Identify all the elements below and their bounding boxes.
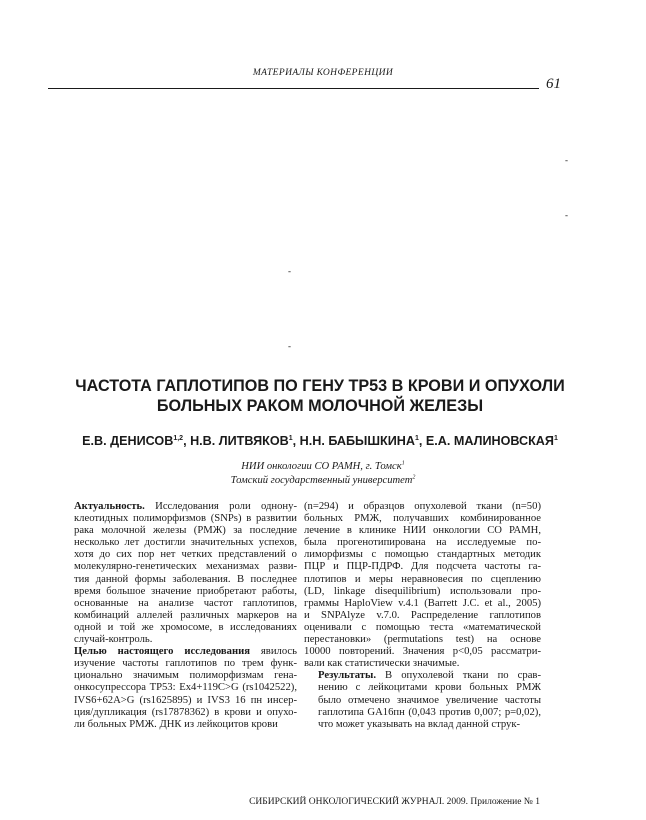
text-line: ционально значимым полиморфизмам гена-	[74, 670, 297, 682]
text-line: оценивали с помощью теста «математической	[304, 621, 541, 633]
body-paragraph	[60, 646, 297, 731]
author-affiliation-mark: 1,2	[173, 434, 184, 442]
paragraph-lead: Актуальность.	[74, 501, 145, 512]
text-line: несколько лет достигли значительных успехов,	[74, 537, 297, 549]
text-line: граммы HaploView v.4.1 (Barrett J.C. et al., 2005)	[304, 597, 541, 609]
body-paragraph	[304, 670, 541, 730]
line-text: Исследования роли однону-	[144, 501, 297, 512]
text-line: вали как статистически значимые.	[304, 658, 460, 670]
author-list: Е.В. ДЕНИСОВ$^{1,2}$, Н.В. ЛИТВЯКОВ$^1$, Н.Н. БАБЫШКИНА$^1$, Е.А. МАЛИНОВСКАЯ$^1$	[82, 434, 558, 448]
text-line: гаплотипа GA16пн (0,043 против 0,007; p=0,02),	[318, 706, 541, 718]
page-number: 61	[546, 76, 561, 92]
stray-mark: -	[565, 210, 568, 220]
text-line: нению с лейкоцитами крови больных РМЖ	[318, 682, 541, 694]
text-line: тия данной формы заболевания. В последнее	[74, 573, 297, 585]
stray-mark: -	[288, 341, 291, 351]
right-column	[304, 501, 541, 731]
text-line: основанные на анализе частот гаплотипов,	[74, 597, 297, 609]
text-line: онкосупрессора TP53: Ex4+119C>G (rs1042522),	[74, 682, 297, 694]
text-line: ция/дупликация (rs17878362) в крови и опухо-	[74, 706, 297, 718]
author-name: Н.Н. БАБЫШКИНА	[299, 434, 415, 448]
author-name: Е.А. МАЛИНОВСКАЯ	[425, 434, 554, 448]
text-line: перестановки» (permutations test) на основе	[304, 634, 541, 646]
text-line: лечение в клинике НИИ онкологии СО РАМН,	[304, 525, 541, 537]
affiliation-text: Томский государственный университет	[230, 475, 413, 486]
text-line: была прогенотипирована на исследуемые по-	[304, 537, 541, 549]
author-affiliation-mark: 1	[414, 434, 419, 442]
paragraph-lead: Целью настоящего исследования	[74, 646, 250, 658]
body-paragraph	[304, 501, 541, 670]
text-line: молекулярно-генетических механизмах разви-	[74, 561, 297, 573]
text-line	[304, 670, 541, 682]
text-line: комбинаций аллелей различных маркеров на	[74, 609, 297, 621]
text-line: ПЦР и ПЦР-ПДРФ. Для подсчета частоты га-	[304, 561, 541, 573]
text-line: хотя до сих пор нет четких представлений о	[74, 549, 297, 561]
text-line: больных РМЖ, получавших комбинированное	[304, 513, 541, 525]
line-text: явилось	[249, 646, 297, 658]
text-line: лиморфизмы с помощью стандартных методик	[304, 549, 541, 561]
text-line: клеотидных полиморфизмов (SNPs) в развитии	[74, 513, 297, 525]
left-column	[60, 501, 297, 731]
line-text: В опухолевой ткани по срав-	[375, 670, 541, 682]
stray-mark: -	[565, 155, 568, 165]
running-head: МАТЕРИАЛЫ КОНФЕРЕНЦИИ	[252, 68, 394, 78]
text-line	[60, 501, 297, 513]
text-line: и SNPAlyze v.7.0. Распределение гаплотипов	[304, 609, 541, 621]
text-line: IVS6+62A>G (rs1625895) и IVS3 16 пн инсер-	[74, 694, 297, 706]
text-line: было отмечено значимое увеличение частоты	[318, 694, 541, 706]
affiliation-mark: 1	[401, 460, 405, 467]
text-line: 10000 повторений. Значения p<0,05 рассматри-	[304, 646, 541, 658]
author-name: Е.В. ДЕНИСОВ	[82, 434, 174, 448]
affiliation-mark: 2	[412, 474, 416, 481]
journal-footer: СИБИРСКИЙ ОНКОЛОГИЧЕСКИЙ ЖУРНАЛ. 2009. Приложение № 1	[249, 797, 540, 807]
paragraph-lead: Результаты.	[318, 670, 376, 682]
text-line: что может указывать на вклад данной струк-	[318, 718, 521, 730]
affiliation	[100, 475, 546, 486]
text-line: плотипов и меры неравновесия по сцеплению	[304, 573, 541, 585]
text-line: одной и той же хромосоме, в исследованиях	[74, 621, 297, 633]
text-line: время большое значение приобретают работы,	[74, 585, 297, 597]
author-affiliation-mark: 1	[553, 434, 558, 442]
text-line	[60, 646, 297, 658]
title-line: ЧАСТОТА ГАПЛОТИПОВ ПО ГЕНУ TP53 В КРОВИ И ОПУХОЛИ	[75, 377, 565, 395]
text-line: рака молочной железы (РМЖ) за последние	[74, 525, 297, 537]
text-line: (n=294) и образцов опухолевой ткани (n=50)	[304, 501, 541, 512]
text-line: изучение частоты гаплотипов по трем функ-	[74, 658, 297, 670]
affiliation	[100, 461, 546, 472]
text-line: ли больных РМЖ. ДНК из лейкоцитов крови	[74, 718, 278, 730]
text-line: случай-контроль.	[74, 634, 153, 646]
body-paragraph	[60, 501, 297, 646]
article-title	[40, 376, 600, 416]
header-rule	[48, 88, 539, 89]
affiliation-text: НИИ онкологии СО РАМН, г. Томск	[241, 461, 402, 472]
text-line: (LD, linkage disequilibrium) использовали про-	[304, 585, 541, 597]
author-name: Н.В. ЛИТВЯКОВ	[190, 434, 289, 448]
author-affiliation-mark: 1	[288, 434, 293, 442]
stray-mark: -	[288, 266, 291, 276]
title-line: БОЛЬНЫХ РАКОМ МОЛОЧНОЙ ЖЕЛЕЗЫ	[156, 397, 484, 415]
